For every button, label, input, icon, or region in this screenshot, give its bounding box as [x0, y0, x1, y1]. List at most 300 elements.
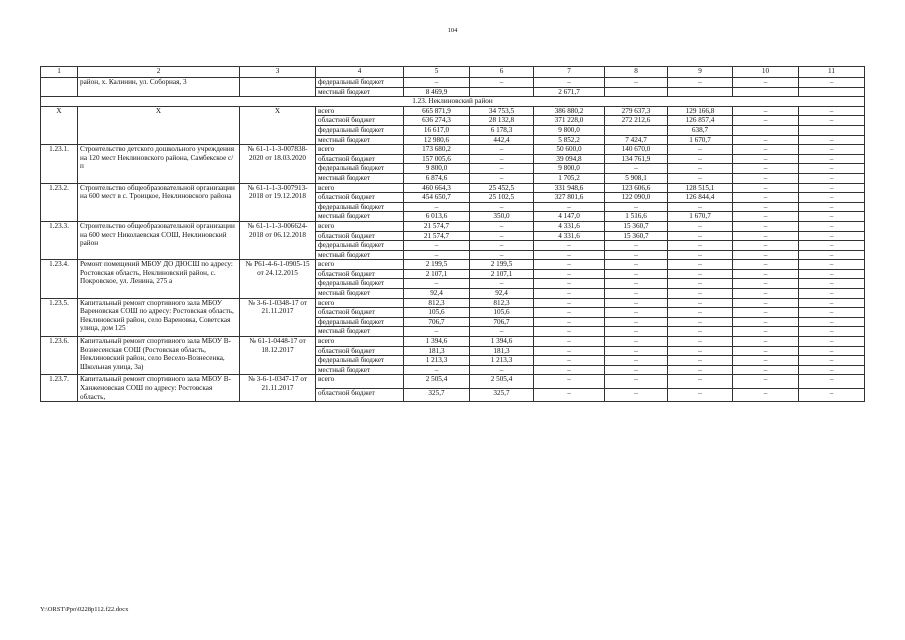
- item-name-cell: Капитальный ремонт спортивного зала МБОУ Вареновская СОШ по адресу: Ростовская область, Неклиновский район, село Вареновка, Советская улица, дом 125: [78, 298, 240, 336]
- budget-type-cell: всего: [316, 260, 404, 270]
- value-cell: –: [799, 289, 865, 299]
- value-cell: –: [799, 308, 865, 318]
- value-cell: –: [534, 327, 605, 337]
- value-cell: –: [404, 202, 470, 212]
- value-cell: [605, 125, 668, 135]
- table-row: [41, 183, 865, 193]
- value-cell: –: [605, 78, 668, 88]
- value-cell: –: [534, 279, 605, 289]
- value-cell: 454 650,7: [404, 193, 470, 203]
- item-number-cell: 1.23.1.: [41, 145, 78, 183]
- value-cell: –: [534, 269, 605, 279]
- budget-type-cell: всего: [316, 375, 404, 388]
- budget-type-cell: всего: [316, 183, 404, 193]
- value-cell: –: [799, 241, 865, 251]
- value-cell: –: [668, 164, 733, 174]
- budget-type-cell: федеральный бюджет: [316, 279, 404, 289]
- value-cell: –: [799, 221, 865, 231]
- section-title: 1.23. Неклиновский район: [41, 97, 865, 107]
- value-cell: 1 670,7: [668, 135, 733, 145]
- value-cell: 2 199,5: [404, 260, 470, 270]
- header-cell: 1: [41, 67, 78, 78]
- value-cell: –: [799, 154, 865, 164]
- value-cell: –: [799, 212, 865, 222]
- value-cell: –: [470, 164, 534, 174]
- budget-type-cell: областной бюджет: [316, 308, 404, 318]
- value-cell: 134 761,9: [605, 154, 668, 164]
- value-cell: –: [668, 260, 733, 270]
- item-doc-cell: № 61-1-1-3-007913-2018 от 19.12.2018: [240, 183, 316, 221]
- value-cell: –: [470, 365, 534, 375]
- value-cell: –: [605, 365, 668, 375]
- value-cell: –: [733, 164, 799, 174]
- value-cell: –: [799, 346, 865, 356]
- value-cell: –: [404, 327, 470, 337]
- value-cell: –: [605, 279, 668, 289]
- value-cell: 706,7: [470, 317, 534, 327]
- budget-type-cell: федеральный бюджет: [316, 202, 404, 212]
- value-cell: –: [605, 356, 668, 366]
- item-name-cell: Х: [78, 106, 240, 144]
- value-cell: –: [470, 250, 534, 260]
- value-cell: –: [668, 317, 733, 327]
- value-cell: –: [733, 375, 799, 388]
- value-cell: –: [668, 269, 733, 279]
- item-name-cell: Капитальный ремонт спортивного зала МБОУ В-Ханженовская СОШ по адресу: Ростовская область,: [78, 375, 240, 402]
- value-cell: 128 515,1: [668, 183, 733, 193]
- value-cell: 4 331,6: [534, 221, 605, 231]
- value-cell: –: [733, 388, 799, 401]
- value-cell: 9 800,0: [404, 164, 470, 174]
- value-cell: –: [733, 269, 799, 279]
- table-row: [41, 106, 865, 116]
- value-cell: 2 107,1: [404, 269, 470, 279]
- value-cell: –: [605, 346, 668, 356]
- value-cell: –: [605, 388, 668, 401]
- budget-type-cell: областной бюджет: [316, 116, 404, 126]
- budget-type-cell: федеральный бюджет: [316, 356, 404, 366]
- value-cell: –: [668, 298, 733, 308]
- value-cell: –: [605, 250, 668, 260]
- value-cell: 4 147,0: [534, 212, 605, 222]
- value-cell: –: [605, 308, 668, 318]
- value-cell: 5 908,1: [605, 173, 668, 183]
- value-cell: –: [470, 154, 534, 164]
- value-cell: –: [470, 78, 534, 88]
- value-cell: –: [668, 356, 733, 366]
- value-cell: –: [668, 279, 733, 289]
- budget-type-cell: областной бюджет: [316, 193, 404, 203]
- value-cell: –: [534, 202, 605, 212]
- value-cell: –: [733, 202, 799, 212]
- value-cell: –: [733, 365, 799, 375]
- value-cell: –: [534, 365, 605, 375]
- value-cell: 122 090,0: [605, 193, 668, 203]
- value-cell: –: [799, 269, 865, 279]
- value-cell: 350,0: [470, 212, 534, 222]
- budget-type-cell: всего: [316, 145, 404, 155]
- value-cell: 279 637,3: [605, 106, 668, 116]
- budget-type-cell: областной бюджет: [316, 154, 404, 164]
- value-cell: 272 212,6: [605, 116, 668, 126]
- value-cell: 7 424,7: [605, 135, 668, 145]
- budget-type-cell: всего: [316, 337, 404, 347]
- header-cell: 4: [316, 67, 404, 78]
- item-number-cell: Х: [41, 106, 78, 144]
- value-cell: –: [534, 388, 605, 401]
- value-cell: –: [668, 231, 733, 241]
- value-cell: –: [733, 106, 799, 116]
- value-cell: 25 452,5: [470, 183, 534, 193]
- value-cell: –: [733, 317, 799, 327]
- value-cell: –: [733, 279, 799, 289]
- value-cell: 129 166,8: [668, 106, 733, 116]
- budget-type-cell: местный бюджет: [316, 289, 404, 299]
- table-row: [41, 145, 865, 155]
- value-cell: 2 107,1: [470, 269, 534, 279]
- item-number-cell: 1.23.5.: [41, 298, 78, 336]
- value-cell: 105,6: [404, 308, 470, 318]
- value-cell: –: [404, 250, 470, 260]
- value-cell: 1 213,3: [470, 356, 534, 366]
- budget-type-cell: местный бюджет: [316, 327, 404, 337]
- value-cell: 50 600,0: [534, 145, 605, 155]
- value-cell: –: [605, 241, 668, 251]
- value-cell: 331 948,6: [534, 183, 605, 193]
- table-row: [41, 375, 865, 388]
- value-cell: 9 800,0: [534, 164, 605, 174]
- value-cell: –: [799, 183, 865, 193]
- value-cell: –: [534, 298, 605, 308]
- budget-type-cell: федеральный бюджет: [316, 164, 404, 174]
- value-cell: –: [668, 202, 733, 212]
- value-cell: –: [733, 183, 799, 193]
- value-cell: 105,6: [470, 308, 534, 318]
- value-cell: 386 880,2: [534, 106, 605, 116]
- value-cell: 28 132,8: [470, 116, 534, 126]
- value-cell: 15 360,7: [605, 221, 668, 231]
- value-cell: –: [733, 221, 799, 231]
- value-cell: 21 574,7: [404, 231, 470, 241]
- item-number-cell: 1.23.4.: [41, 260, 78, 298]
- value-cell: –: [799, 327, 865, 337]
- item-doc-cell: [240, 78, 316, 97]
- value-cell: –: [470, 202, 534, 212]
- value-cell: –: [733, 327, 799, 337]
- item-name-cell: район, х. Калинин, ул. Соборная, 3: [78, 78, 240, 97]
- value-cell: –: [733, 346, 799, 356]
- value-cell: –: [668, 145, 733, 155]
- footer-path: Y:\ORST\Ppo\0228p112.f22.docx: [40, 606, 129, 613]
- value-cell: –: [733, 289, 799, 299]
- budget-type-cell: областной бюджет: [316, 231, 404, 241]
- value-cell: 4 331,6: [534, 231, 605, 241]
- value-cell: 39 094,8: [534, 154, 605, 164]
- value-cell: 665 871,9: [404, 106, 470, 116]
- section-row: [41, 97, 865, 107]
- value-cell: 1 516,6: [605, 212, 668, 222]
- value-cell: –: [733, 241, 799, 251]
- value-cell: –: [470, 173, 534, 183]
- value-cell: –: [799, 260, 865, 270]
- item-doc-cell: № 3-6-1-0348-17 от 21.11.2017: [240, 298, 316, 336]
- value-cell: 460 664,3: [404, 183, 470, 193]
- value-cell: –: [799, 231, 865, 241]
- item-doc-cell: № 61-1-1-3-007838-2020 от 18.03.2020: [240, 145, 316, 183]
- value-cell: –: [799, 116, 865, 126]
- value-cell: –: [470, 279, 534, 289]
- value-cell: –: [605, 202, 668, 212]
- value-cell: 157 005,6: [404, 154, 470, 164]
- value-cell: –: [799, 250, 865, 260]
- budget-type-cell: федеральный бюджет: [316, 125, 404, 135]
- table-row: [41, 221, 865, 231]
- budget-type-cell: федеральный бюджет: [316, 241, 404, 251]
- header-cell: 8: [605, 67, 668, 78]
- item-name-cell: Строительство общеобразовательной организации на 600 мест в с. Троицкое, Неклиновского района: [78, 183, 240, 221]
- value-cell: –: [470, 327, 534, 337]
- budget-type-cell: областной бюджет: [316, 269, 404, 279]
- value-cell: –: [534, 317, 605, 327]
- value-cell: –: [799, 298, 865, 308]
- value-cell: –: [605, 337, 668, 347]
- value-cell: –: [799, 388, 865, 401]
- value-cell: 92,4: [470, 289, 534, 299]
- value-cell: –: [799, 164, 865, 174]
- value-cell: 25 102,5: [470, 193, 534, 203]
- value-cell: –: [534, 356, 605, 366]
- budget-type-cell: всего: [316, 221, 404, 231]
- value-cell: 92,4: [404, 289, 470, 299]
- budget-type-cell: всего: [316, 106, 404, 116]
- value-cell: –: [404, 241, 470, 251]
- value-cell: –: [733, 356, 799, 366]
- value-cell: –: [470, 241, 534, 251]
- value-cell: 173 680,2: [404, 145, 470, 155]
- value-cell: 1 394,6: [470, 337, 534, 347]
- value-cell: –: [605, 269, 668, 279]
- value-cell: –: [668, 241, 733, 251]
- value-cell: –: [404, 279, 470, 289]
- value-cell: 9 800,0: [534, 125, 605, 135]
- item-doc-cell: Х: [240, 106, 316, 144]
- budget-table: [40, 66, 865, 402]
- value-cell: 636 274,3: [404, 116, 470, 126]
- value-cell: 1 705,2: [534, 173, 605, 183]
- value-cell: –: [799, 78, 865, 88]
- value-cell: –: [799, 317, 865, 327]
- item-doc-cell: № 61-1-0448-17 от 18.12.2017: [240, 337, 316, 375]
- item-name-cell: Строительство детского дошкольного учреждения на 120 мест Неклиновского района, Самбекское с/п: [78, 145, 240, 183]
- value-cell: –: [668, 308, 733, 318]
- value-cell: 140 670,0: [605, 145, 668, 155]
- value-cell: –: [668, 327, 733, 337]
- value-cell: –: [668, 375, 733, 388]
- value-cell: –: [668, 221, 733, 231]
- value-cell: 6 874,6: [404, 173, 470, 183]
- item-number-cell: [41, 78, 78, 97]
- value-cell: 6 178,3: [470, 125, 534, 135]
- header-cell: 3: [240, 67, 316, 78]
- value-cell: 1 670,7: [668, 212, 733, 222]
- item-doc-cell: № 61-1-1-3-006624-2018 от 06.12.2018: [240, 221, 316, 259]
- value-cell: –: [534, 375, 605, 388]
- value-cell: –: [733, 116, 799, 126]
- value-cell: –: [470, 231, 534, 241]
- value-cell: –: [799, 106, 865, 116]
- value-cell: [733, 125, 799, 135]
- table-row: [41, 298, 865, 308]
- header-row: [41, 67, 865, 78]
- budget-type-cell: местный бюджет: [316, 135, 404, 145]
- value-cell: –: [668, 289, 733, 299]
- value-cell: –: [534, 337, 605, 347]
- value-cell: 706,7: [404, 317, 470, 327]
- value-cell: –: [733, 260, 799, 270]
- value-cell: 8 469,9: [404, 87, 470, 97]
- value-cell: –: [534, 346, 605, 356]
- value-cell: –: [799, 365, 865, 375]
- value-cell: –: [733, 231, 799, 241]
- value-cell: –: [733, 308, 799, 318]
- value-cell: –: [733, 173, 799, 183]
- value-cell: –: [733, 145, 799, 155]
- value-cell: –: [534, 78, 605, 88]
- budget-type-cell: областной бюджет: [316, 388, 404, 401]
- value-cell: –: [799, 193, 865, 203]
- budget-type-cell: местный бюджет: [316, 365, 404, 375]
- value-cell: –: [733, 250, 799, 260]
- value-cell: –: [605, 164, 668, 174]
- value-cell: 325,7: [404, 388, 470, 401]
- value-cell: –: [605, 327, 668, 337]
- budget-type-cell: местный бюджет: [316, 212, 404, 222]
- value-cell: –: [799, 337, 865, 347]
- budget-type-cell: федеральный бюджет: [316, 317, 404, 327]
- value-cell: –: [470, 221, 534, 231]
- budget-type-cell: областной бюджет: [316, 346, 404, 356]
- value-cell: 6 013,6: [404, 212, 470, 222]
- page-number: 104: [447, 27, 458, 34]
- value-cell: –: [799, 202, 865, 212]
- value-cell: [733, 87, 799, 97]
- item-number-cell: 1.23.7.: [41, 375, 78, 402]
- budget-type-cell: федеральный бюджет: [316, 78, 404, 88]
- value-cell: –: [733, 135, 799, 145]
- value-cell: –: [799, 145, 865, 155]
- value-cell: 812,3: [470, 298, 534, 308]
- item-number-cell: 1.23.6.: [41, 337, 78, 375]
- table-row: [41, 78, 865, 88]
- budget-type-cell: местный бюджет: [316, 250, 404, 260]
- value-cell: 2 199,5: [470, 260, 534, 270]
- value-cell: –: [404, 78, 470, 88]
- item-name-cell: Капитальный ремонт спортивного зала МБОУ В-Вознесенская СОШ (Ростовская область, Неклиновский район, село Весело-Вознесенка, Школьная улица, 3а): [78, 337, 240, 375]
- value-cell: –: [733, 154, 799, 164]
- header-cell: 7: [534, 67, 605, 78]
- value-cell: –: [404, 365, 470, 375]
- value-cell: 5 852,2: [534, 135, 605, 145]
- value-cell: –: [534, 289, 605, 299]
- value-cell: 638,7: [668, 125, 733, 135]
- value-cell: [799, 87, 865, 97]
- value-cell: 327 801,6: [534, 193, 605, 203]
- budget-type-cell: всего: [316, 298, 404, 308]
- item-name-cell: Ремонт помещений МБОУ ДО ДЮСШ по адресу: Ростовская область, Неклиновский район, с. Покровское, ул. Ленина, 275 а: [78, 260, 240, 298]
- value-cell: –: [668, 337, 733, 347]
- budget-type-cell: местный бюджет: [316, 173, 404, 183]
- value-cell: [668, 87, 733, 97]
- value-cell: –: [534, 308, 605, 318]
- value-cell: –: [605, 298, 668, 308]
- value-cell: –: [605, 260, 668, 270]
- header-cell: 9: [668, 67, 733, 78]
- value-cell: –: [470, 145, 534, 155]
- value-cell: –: [799, 173, 865, 183]
- value-cell: –: [799, 356, 865, 366]
- item-number-cell: 1.23.2.: [41, 183, 78, 221]
- value-cell: –: [534, 250, 605, 260]
- value-cell: –: [668, 346, 733, 356]
- value-cell: –: [799, 375, 865, 388]
- value-cell: –: [733, 212, 799, 222]
- value-cell: 442,4: [470, 135, 534, 145]
- value-cell: –: [534, 241, 605, 251]
- value-cell: 21 574,7: [404, 221, 470, 231]
- value-cell: –: [605, 317, 668, 327]
- header-cell: 10: [733, 67, 799, 78]
- item-doc-cell: № 3-6-1-0347-17 от 21.11.2017: [240, 375, 316, 402]
- value-cell: 2 671,7: [534, 87, 605, 97]
- item-name-cell: Строительство общеобразовательной организации на 600 мест Николаевская СОШ, Неклиновский район: [78, 221, 240, 259]
- value-cell: –: [799, 135, 865, 145]
- item-doc-cell: № Р61-4-6-1-0905-15 от 24.12.2015: [240, 260, 316, 298]
- value-cell: 2 505,4: [404, 375, 470, 388]
- value-cell: 181,3: [470, 346, 534, 356]
- value-cell: 15 360,7: [605, 231, 668, 241]
- header-cell: 6: [470, 67, 534, 78]
- item-number-cell: 1.23.3.: [41, 221, 78, 259]
- value-cell: [605, 87, 668, 97]
- value-cell: –: [534, 260, 605, 270]
- value-cell: –: [733, 78, 799, 88]
- value-cell: 1 213,3: [404, 356, 470, 366]
- header-cell: 11: [799, 67, 865, 78]
- value-cell: –: [668, 388, 733, 401]
- value-cell: –: [668, 250, 733, 260]
- value-cell: –: [668, 78, 733, 88]
- value-cell: 16 617,0: [404, 125, 470, 135]
- value-cell: –: [605, 289, 668, 299]
- value-cell: –: [733, 298, 799, 308]
- value-cell: 126 844,4: [668, 193, 733, 203]
- value-cell: 812,3: [404, 298, 470, 308]
- value-cell: 325,7: [470, 388, 534, 401]
- table-row: [41, 337, 865, 347]
- value-cell: –: [733, 193, 799, 203]
- budget-type-cell: местный бюджет: [316, 87, 404, 97]
- value-cell: 123 606,6: [605, 183, 668, 193]
- value-cell: [470, 87, 534, 97]
- value-cell: –: [605, 375, 668, 388]
- value-cell: –: [799, 279, 865, 289]
- value-cell: –: [668, 365, 733, 375]
- value-cell: 1 394,6: [404, 337, 470, 347]
- value-cell: –: [668, 173, 733, 183]
- value-cell: –: [733, 337, 799, 347]
- value-cell: –: [668, 154, 733, 164]
- header-cell: 5: [404, 67, 470, 78]
